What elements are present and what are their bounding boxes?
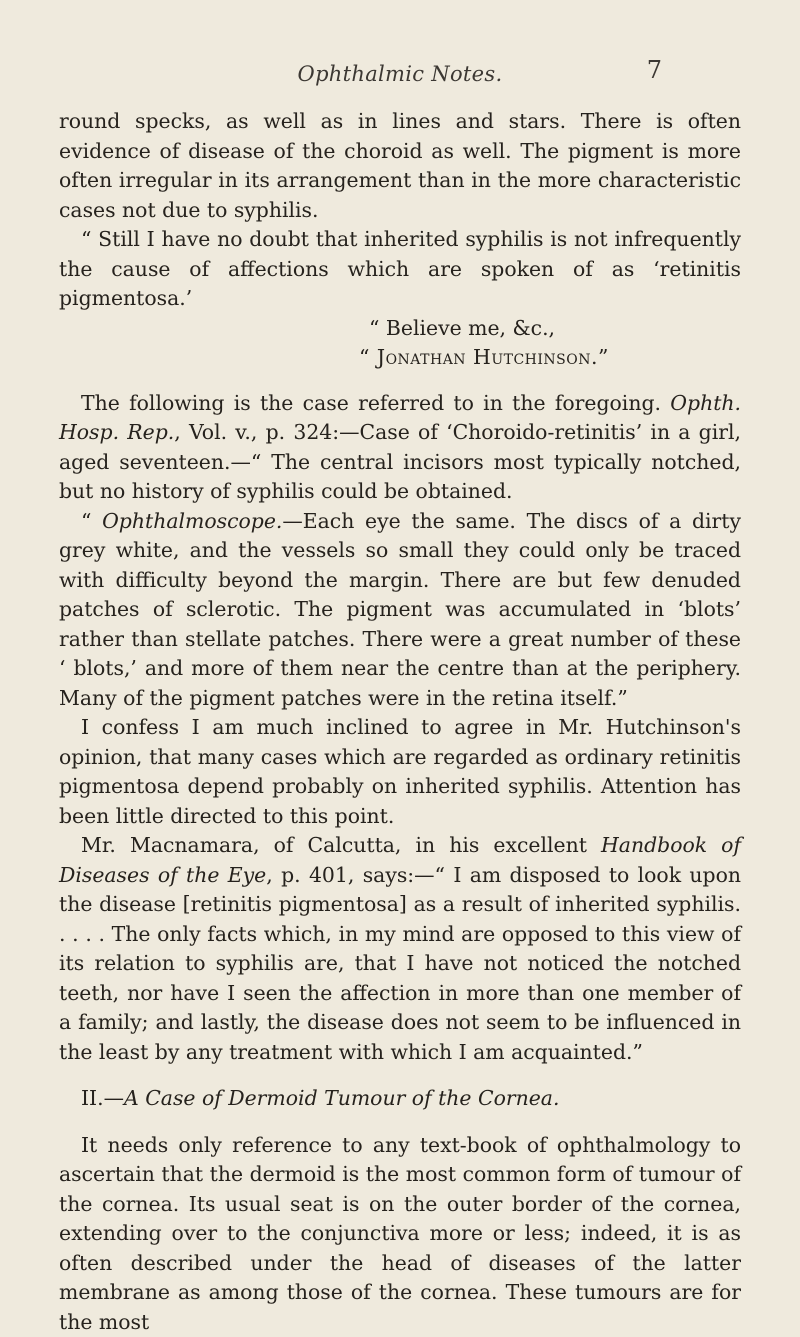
paragraph-dermoid: It needs only reference to any text-book of ophthalmology to ascertain that the dermoid is the most common form of tumour of the cornea. Its usual seat is on the outer border of the cornea, extending over to the conjunctiva more or less; indeed, it is as often described under the head of diseases of the latter membrane as among those of the cornea. These tumours are for the most — [59, 1131, 741, 1337]
ophthalmoscope-findings: —Each eye the same. The discs of a dirty grey white, and the vessels so small they could only be traced with difficulty beyond the margin. There are but few denuded patches of sclerotic. The pigment was accumulated in ‘blots’ rather than stellate patches. There were a great number of these ‘ blots,’ and more of them near the centre than at the periphery. Many of the pigment patches were in the retina itself.” — [59, 509, 741, 710]
macnamara-quote: , p. 401, says:—“ I am disposed to look upon the disease [retinitis pigmentosa] as a result of inherited syphilis. . . . . The only facts which, in my mind are opposed to this view of its relation to syphilis are, that I have not noticed the notched teeth, nor have I seen the affection in more than one member of a family; and lastly, the disease does not seem to be influenced in the least by any treatment with which I am acquainted.” — [59, 863, 741, 1064]
section-title: A Case of Dermoid Tumour of the Cornea. — [124, 1086, 559, 1110]
ophthalmoscope-label: Ophthalmoscope. — [102, 509, 282, 533]
page-header — [0, 62, 800, 92]
running-title: Ophthalmic Notes. — [0, 62, 800, 86]
letter-valediction: “ Believe me, &c., — [59, 314, 741, 344]
paragraph-continuation: round specks, as well as in lines and stars. There is often evidence of disease of the choroid as well. The pigment is more often irregular in its arrangement than in the more characteristic cases not due to syphilis. — [59, 107, 741, 225]
paragraph-letter-close: “ Still I have no doubt that inherited syphilis is not infrequently the cause of affections which are spoken of as ‘retinitis pigmentosa.’ — [59, 225, 741, 314]
handbook-title: Handbook of Diseases of the Eye — [59, 833, 741, 887]
quote-open: “ — [81, 509, 102, 533]
body-text — [59, 107, 741, 1337]
section-spacer — [59, 1067, 741, 1084]
journal-citation: Ophth. Hosp. Rep. — [59, 391, 741, 445]
section-spacer — [59, 1114, 741, 1131]
case-reference-body: , Vol. v., p. 324:—Case of ‘Choroido-retinitis’ in a girl, aged seventeen.—“ The central incisors most typically notched, but no history of syphilis could be obtained. — [59, 420, 741, 503]
paragraph-case-reference — [59, 389, 741, 507]
section-spacer — [59, 373, 741, 389]
paragraph-opinion: I confess I am much inclined to agree in Mr. Hutchinson's opinion, that many cases which are regarded as ordinary retinitis pigmentosa depend probably on inherited syphilis. Attention has been little directed to this point. — [59, 713, 741, 831]
paragraph-ophthalmoscope — [59, 507, 741, 714]
section-heading — [59, 1084, 741, 1114]
paragraph-macnamara — [59, 831, 741, 1067]
section-number: II.— — [81, 1086, 124, 1110]
letter-signature: “ Jonathan Hutchinson.” — [59, 343, 741, 373]
page-number: 7 — [647, 56, 662, 84]
case-reference-intro: The following is the case referred to in the foregoing. — [81, 391, 661, 415]
macnamara-intro: Mr. Macnamara, of Calcutta, in his excellent — [81, 833, 587, 857]
